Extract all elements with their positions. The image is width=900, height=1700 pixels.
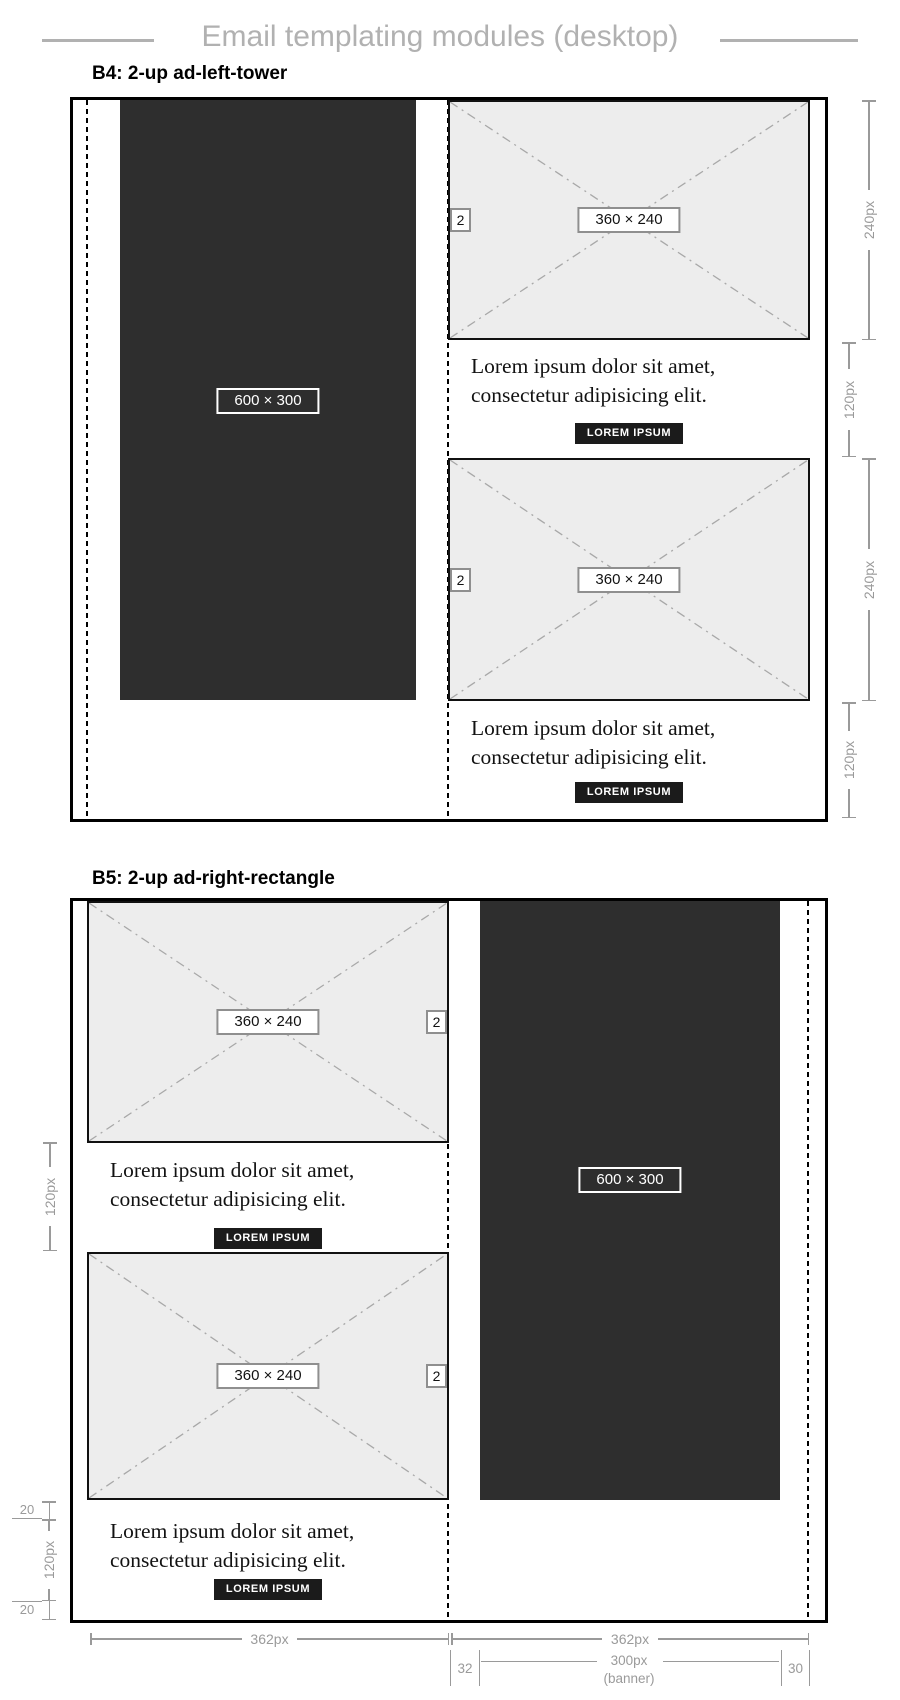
- b5-image-placeholder-1: [87, 901, 449, 1143]
- b4-tower-ad: [120, 100, 416, 700]
- card-text-line: consectetur adipisicing elit.: [110, 1186, 346, 1211]
- b5-card2-button-row: [87, 1579, 449, 1600]
- ruler-label: 362px: [610, 1631, 650, 1647]
- b5-rectangle-ad: [480, 901, 780, 1500]
- banner-ruler-tick: [809, 1650, 811, 1686]
- ruler-label: 240px: [861, 200, 877, 240]
- b4-left-margin-guide: [86, 100, 88, 819]
- b4-image-placeholder-2: [448, 458, 810, 701]
- card-text-line: consectetur adipisicing elit.: [110, 1547, 346, 1572]
- module-count-badge: 2: [426, 1364, 447, 1388]
- module-count-badge: 2: [426, 1010, 447, 1034]
- card-text-line: consectetur adipisicing elit.: [471, 382, 707, 407]
- banner-caption-label: (banner): [603, 1671, 655, 1686]
- cta-button[interactable]: LOREM IPSUM: [214, 1579, 322, 1600]
- b4-card2-text: [471, 714, 816, 771]
- banner-ruler-tick: [781, 1650, 783, 1686]
- b5-card1-button-row: [87, 1228, 449, 1249]
- b4-card2-button-row: [448, 782, 810, 803]
- b4-card1-text: [471, 352, 816, 409]
- banner-width-label: 300px: [610, 1653, 648, 1668]
- cta-button[interactable]: LOREM IPSUM: [575, 423, 683, 444]
- b5-image-placeholder-2: [87, 1252, 449, 1500]
- image-size-label: 360 × 240: [216, 1009, 319, 1035]
- cta-button[interactable]: LOREM IPSUM: [214, 1228, 322, 1249]
- gutter-right-label: 30: [787, 1661, 804, 1676]
- ruler-label: 120px: [841, 380, 857, 419]
- card-text-line: Lorem ipsum dolor sit amet,: [471, 716, 716, 740]
- ruler-label: 120px: [42, 1177, 58, 1216]
- ad-size-label: 600 × 300: [216, 388, 319, 414]
- banner-ruler-tick: [450, 1650, 452, 1686]
- ruler-label: 120px: [41, 1540, 57, 1580]
- pad-bottom-label: 20: [12, 1601, 42, 1618]
- module-count-badge: 2: [450, 208, 471, 232]
- b4-heading: B4: 2-up ad-left-tower: [92, 63, 288, 84]
- pad-top-label: 20: [12, 1502, 42, 1519]
- card-text-line: Lorem ipsum dolor sit amet,: [110, 1158, 355, 1182]
- cta-button[interactable]: LOREM IPSUM: [575, 782, 683, 803]
- b5-card2-text: [110, 1517, 455, 1574]
- banner-ruler-segment: [663, 1661, 779, 1663]
- card-text-line: Lorem ipsum dolor sit amet,: [110, 1519, 355, 1543]
- b5-heading: B5: 2-up ad-right-rectangle: [92, 868, 335, 889]
- ad-size-label: 600 × 300: [578, 1167, 681, 1193]
- b5-card1-text: [110, 1156, 455, 1213]
- title-rule-right: [720, 39, 858, 42]
- module-count-badge: 2: [450, 568, 471, 592]
- pad-top-ruler-stem: [49, 1501, 51, 1519]
- gutter-left-label: 32: [457, 1661, 473, 1676]
- page-title: Email templating modules (desktop): [201, 20, 679, 53]
- pad-bottom-ruler-stem: [49, 1601, 51, 1620]
- title-rule-left: [42, 39, 154, 42]
- b5-right-margin-guide: [807, 901, 809, 1620]
- pad-bottom-ruler-cap: [42, 1619, 56, 1621]
- card-text-line: consectetur adipisicing elit.: [471, 744, 707, 769]
- ruler-label: 362px: [250, 1631, 289, 1647]
- image-size-label: 360 × 240: [216, 1363, 319, 1389]
- image-size-label: 360 × 240: [577, 567, 680, 593]
- ruler-label: 240px: [861, 560, 877, 599]
- card-text-line: Lorem ipsum dolor sit amet,: [471, 354, 716, 378]
- image-size-label: 360 × 240: [577, 207, 680, 233]
- b4-image-placeholder-1: [448, 100, 810, 340]
- banner-ruler-tick: [479, 1650, 481, 1686]
- b4-card1-button-row: [448, 423, 810, 444]
- ruler-label: 120px: [841, 740, 857, 780]
- banner-ruler-segment: [481, 1661, 597, 1663]
